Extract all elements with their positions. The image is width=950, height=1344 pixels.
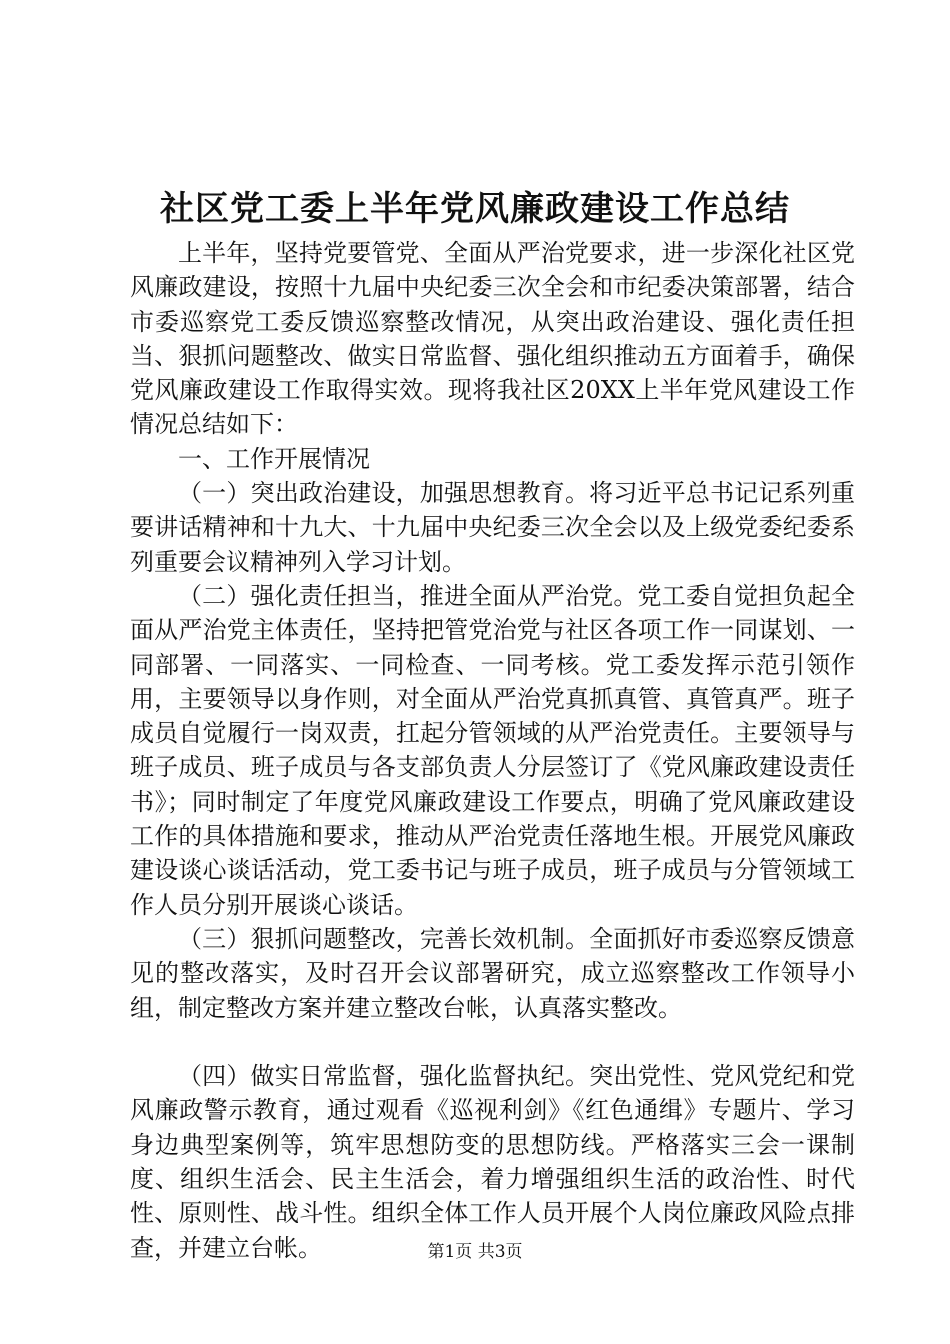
paragraph-responsibility: （二）强化责任担当，推进全面从严治党。党工委自觉担负起全面从严治党主体责任，坚持把管党治党与社区各项工作一同谋划、一同部署、一同落实、一同检查、一同考核。党工委发挥示范引领作用，主要领导以身作则，对全面从严治党真抓真管、真管真严。班子成员自觉履行一岗双责，扛起分管领域的从严治党责任。主要领导与班子成员、班子成员与各支部负责人分层签订了《党风廉政建设责任书》；同时制定了年度党风廉政建设工作要点，明确了党风廉政建设工作的具体措施和要求，推动从严治党责任落地生根。开展党风廉政建设谈心谈话活动，党工委书记与班子成员，班子成员与分管领域工作人员分别开展谈心谈话。	[130, 581, 855, 919]
page-footer: 第1页 共3页	[427, 1242, 523, 1262]
paragraph-rectification: （三）狠抓问题整改，完善长效机制。全面抓好市委巡察反馈意见的整改落实，及时召开会议部署研究，成立巡察整改工作领导小组，制定整改方案并建立整改台帐，认真落实整改。	[130, 924, 855, 1022]
paragraph-supervision: （四）做实日常监督，强化监督执纪。突出党性、党风党纪和党风廉政警示教育，通过观看《巡视利剑》《红色通缉》专题片、学习身边典型案例等，筑牢思想防变的思想防线。严格落实三会一课制度、组织生活会、民主生活会，着力增强组织生活的政治性、时代性、原则性、战斗性。组织全体工作人员开展个人岗位廉政风险点排查，并建立台帐。	[130, 1062, 855, 1262]
document-body	[130, 236, 855, 1265]
document-title: 社区党工委上半年党风廉政建设工作总结	[160, 189, 790, 229]
section-heading: 一、工作开展情况	[178, 444, 370, 473]
intro-paragraph: 上半年，坚持党要管党、全面从严治党要求，进一步深化社区党风廉政建设，按照十九届中央纪委三次全会和市纪委决策部署，结合市委巡察党工委反馈巡察整改情况，从突出政治建设、强化责任担当、狠抓问题整改、做实日常监督、强化组织推动五方面着手，确保党风廉政建设工作取得实效。现将我社区20XX上半年党风建设工作情况总结如下：	[130, 239, 855, 439]
paragraph-political-building: （一）突出政治建设，加强思想教育。将习近平总书记记系列重要讲话精神和十九大、十九届中央纪委三次全会以及上级党委纪委系列重要会议精神列入学习计划。	[130, 479, 855, 576]
